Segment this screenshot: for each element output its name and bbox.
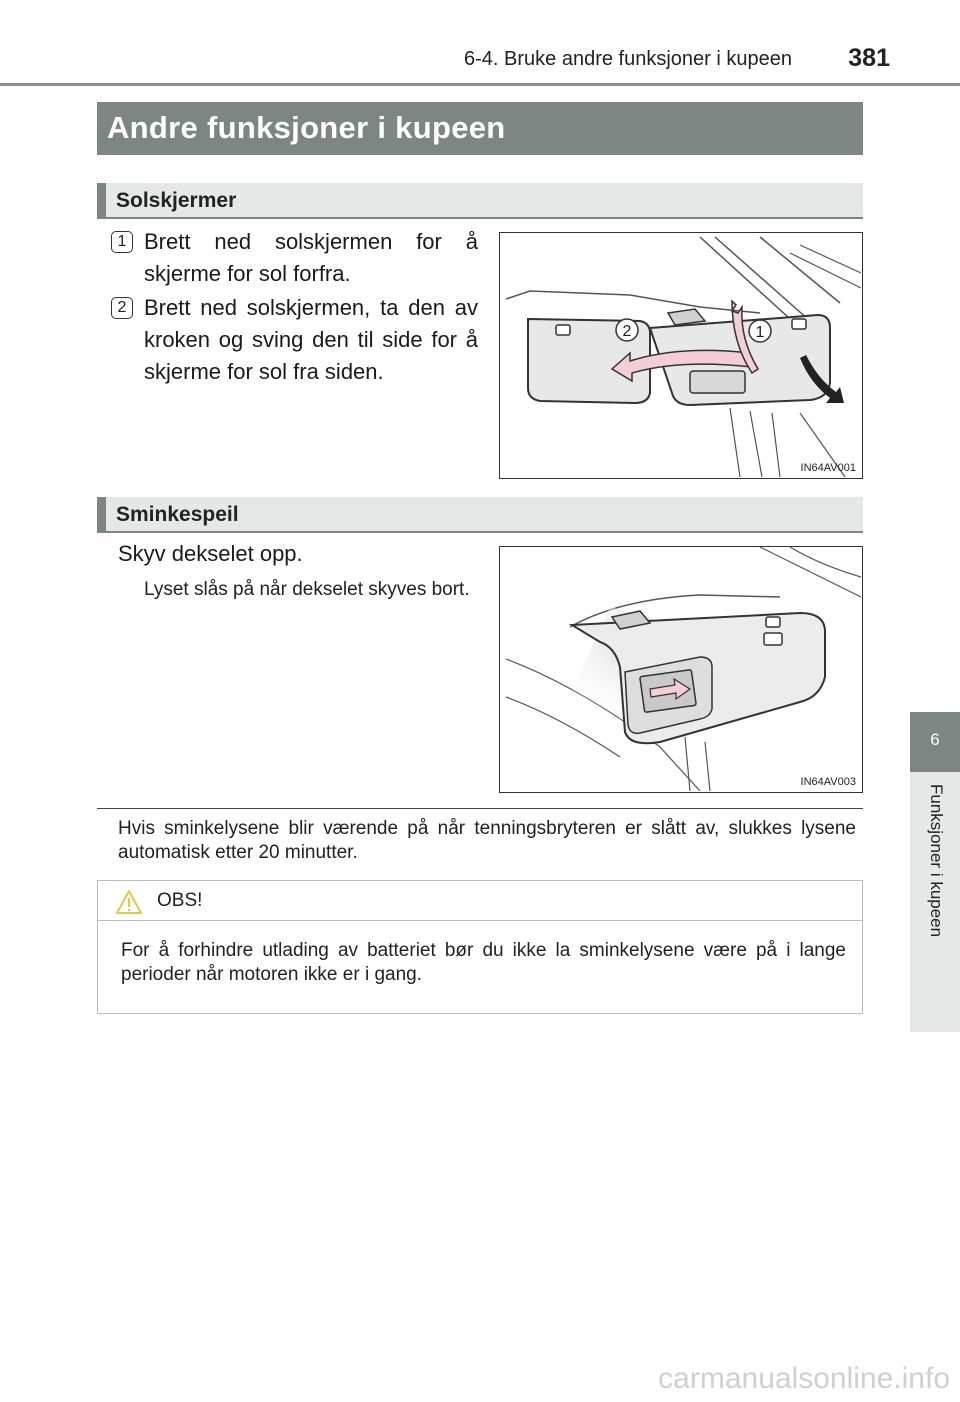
warning-triangle-icon <box>115 889 143 915</box>
instruction-note: Lyset slås på når dekselet skyves bort. <box>144 579 470 600</box>
chapter-number: 6 <box>930 730 940 749</box>
chapter-label-tab <box>910 772 960 1032</box>
figure-callout-2: 2 <box>622 323 632 340</box>
running-header-section: 6-4. Bruke andre funksjoner i kupeen <box>464 48 792 70</box>
page-number: 381 <box>848 44 890 72</box>
watermark: carmanualsonline.info <box>658 1362 950 1395</box>
caution-label: OBS! <box>157 890 203 911</box>
step-text: Brett ned solskjermen, ta den av kroken og sving den til side for å skjerme for sol fra siden. <box>144 295 478 384</box>
figure-code: IN64AV003 <box>800 776 856 788</box>
chapter-label: Funksjoner i kupeen <box>927 784 946 938</box>
step-number-badge: 2 <box>111 297 133 319</box>
caution-text: For å forhindre utlading av batteriet bør du ikke la sminkelysene være på i lange perioder når motoren ikke er i gang. <box>121 940 846 985</box>
step-text: Brett ned solskjermen for å skjerme for sol forfra. <box>144 229 478 286</box>
page-title: Andre funksjoner i kupeen <box>107 110 506 145</box>
step-number-badge: 1 <box>111 231 133 253</box>
page-title-bar <box>97 102 863 155</box>
section-heading-label: Sminkespeil <box>116 503 239 526</box>
instruction-text: Skyv dekselet opp. <box>118 541 303 566</box>
vanity-mirror-drawing <box>500 547 861 791</box>
figure-callout-1: 1 <box>755 324 765 341</box>
section-heading-sun-visors <box>97 183 863 219</box>
section-heading-label: Solskjermer <box>116 189 237 212</box>
sun-visor-drawing <box>500 233 861 477</box>
chapter-tab <box>910 712 960 772</box>
figure-code: IN64AV001 <box>800 462 856 474</box>
sun-visor-illustration <box>499 232 863 479</box>
section-heading-vanity-mirror <box>97 497 863 533</box>
vanity-mirror-illustration <box>499 546 863 793</box>
caution-header <box>97 880 863 921</box>
info-text: Hvis sminkelysene blir værende på når tenningsbryteren er slått av, slukkes lysene automatisk etter 20 minutter. <box>118 818 856 863</box>
divider <box>97 808 863 809</box>
header-rule <box>0 83 960 86</box>
